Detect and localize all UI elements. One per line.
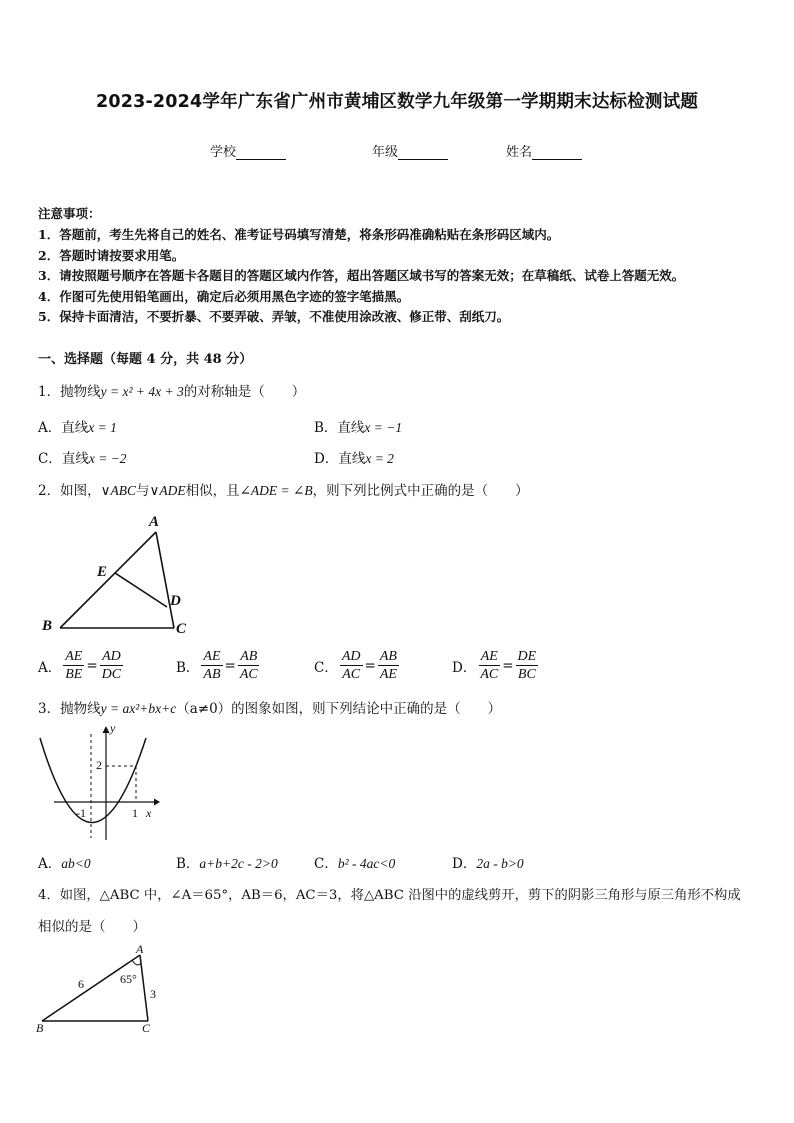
q1-prefix: 1．抛物线 bbox=[38, 384, 101, 400]
x-axis-arrow bbox=[154, 799, 160, 806]
q2-triangle-ade: ∨ADE bbox=[149, 483, 186, 498]
q1-expr: y = x² + 4x + 3 bbox=[100, 384, 184, 399]
q1-option-label: D．直线 bbox=[314, 451, 366, 467]
fraction bbox=[340, 648, 363, 683]
q3-option-label: D． bbox=[452, 856, 477, 872]
fraction bbox=[100, 648, 123, 683]
q3-option-a bbox=[38, 852, 91, 872]
q1-option-c bbox=[38, 447, 127, 467]
q3-condition: （a≠0） bbox=[176, 701, 232, 717]
numerator: AE bbox=[65, 649, 83, 664]
label-b: B bbox=[42, 618, 53, 634]
q2-option-label: D． bbox=[452, 659, 477, 676]
note-item: 2．答题时请按要求用笔。 bbox=[38, 248, 185, 263]
y-axis-arrow bbox=[103, 726, 110, 733]
denominator: BE bbox=[65, 667, 83, 682]
name-field bbox=[506, 141, 582, 160]
y-axis-label: y bbox=[110, 722, 116, 735]
q2-mid: 与 bbox=[135, 483, 150, 499]
note-item: 3．请按照题号顺序在答题卡各题目的答题区域内作答，超出答题区域书写的答案无效；在草稿纸、试卷上答题无效。 bbox=[38, 268, 685, 283]
q3-prefix: 3．抛物线 bbox=[38, 701, 101, 717]
numerator: AD bbox=[341, 649, 361, 664]
q1-option-math: x = 2 bbox=[365, 451, 394, 466]
label-e: E bbox=[97, 564, 108, 580]
q2-option-label: A． bbox=[38, 659, 62, 676]
q3-option-math: 2a - b>0 bbox=[476, 856, 524, 871]
denominator: AB bbox=[203, 667, 221, 682]
page-title: 2023-2024学年广东省广州市黄埔区数学九年级第一学期期末达标检测试题 bbox=[95, 92, 699, 112]
label-ac-length: 3 bbox=[150, 987, 156, 1001]
q3-option-label: B． bbox=[176, 856, 200, 872]
numerator: AE bbox=[480, 649, 498, 664]
label-d: D bbox=[170, 593, 181, 609]
angle-arc bbox=[132, 960, 141, 965]
numerator: AB bbox=[240, 649, 258, 664]
side-ac bbox=[140, 955, 148, 1021]
numerator: AE bbox=[203, 649, 221, 664]
numerator: DE bbox=[517, 649, 537, 664]
fraction bbox=[238, 648, 260, 683]
school-field bbox=[210, 141, 286, 160]
side-ac bbox=[156, 532, 174, 628]
grade-blank bbox=[398, 147, 448, 160]
tick-2: 2 bbox=[96, 758, 102, 772]
notes-title: 注意事项： bbox=[38, 206, 101, 221]
side-ab bbox=[60, 532, 156, 628]
q3-parabola-figure bbox=[36, 722, 160, 844]
q3-option-label: C． bbox=[314, 856, 338, 872]
label-ab-length: 6 bbox=[78, 977, 84, 991]
denominator: BC bbox=[517, 667, 536, 682]
numerator: AB bbox=[379, 649, 397, 664]
name-label: 姓名 bbox=[506, 145, 533, 160]
note-item: 5．保持卡面清洁，不要折暴、不要弄破、弄皱，不准使用涂改液、修正带、刮纸刀。 bbox=[38, 309, 510, 324]
question-2 bbox=[38, 479, 529, 499]
question-3 bbox=[38, 697, 501, 717]
label-a: A bbox=[136, 942, 144, 956]
school-blank bbox=[236, 147, 286, 160]
side-ab bbox=[42, 955, 140, 1021]
q1-option-label: A．直线 bbox=[38, 420, 89, 436]
label-b: B bbox=[36, 1021, 44, 1035]
q1-suffix: 的对称轴是（ ） bbox=[183, 384, 306, 400]
q2-suffix: ，则下列比例式中正确的是（ ） bbox=[312, 483, 529, 499]
q3-expr: y = ax²+bx+c bbox=[100, 701, 177, 716]
q1-option-label: B．直线 bbox=[314, 420, 365, 436]
q1-option-d bbox=[314, 447, 394, 467]
label-c: C bbox=[142, 1021, 151, 1035]
segment-de bbox=[115, 573, 167, 607]
q3-option-math: b² - 4ac<0 bbox=[337, 856, 396, 871]
q2-triangle-figure bbox=[36, 512, 196, 637]
question-1 bbox=[38, 380, 305, 400]
note-item: 1．答题前，考生先将自己的姓名、准考证号码填写清楚，将条形码准确粘贴在条形码区域内。 bbox=[38, 227, 560, 242]
q1-option-b bbox=[314, 416, 402, 436]
question-4-line-1: 4．如图，△ABC 中，∠A＝65°，AB＝6，AC＝3，将△ABC 沿图中的虚线剪开，剪下的阴影三角形与原三角形不构成 bbox=[38, 888, 741, 903]
tick-neg1: -1 bbox=[76, 806, 86, 820]
q2-option-a: A． $\frac{AE}{BE}$ = $\frac{AD}{DC}$ bbox=[38, 649, 122, 682]
q2-condition: ∠ADE = ∠B bbox=[239, 483, 313, 498]
q3-option-label: A． bbox=[38, 856, 62, 872]
parabola-curve bbox=[40, 738, 146, 823]
q3-option-b bbox=[176, 852, 278, 872]
q1-option-a bbox=[38, 416, 117, 436]
denominator: AC bbox=[480, 667, 499, 682]
question-4-line-2: 相似的是（ ） bbox=[38, 919, 146, 935]
denominator: AC bbox=[342, 667, 361, 682]
q2-mid2: 相似，且 bbox=[185, 483, 240, 499]
section-title: 一、选择题（每题 4 分，共 48 分） bbox=[38, 352, 253, 367]
fraction bbox=[63, 648, 84, 683]
q4-triangle-figure bbox=[34, 942, 164, 1037]
q2-option-label: B． bbox=[176, 659, 200, 676]
q1-option-math: x = −2 bbox=[88, 451, 127, 466]
x-axis-label: x bbox=[146, 806, 152, 820]
denominator: DC bbox=[101, 667, 122, 682]
q2-option-label: C． bbox=[314, 659, 338, 676]
grade-field bbox=[372, 141, 448, 160]
q1-option-math: x = −1 bbox=[364, 420, 403, 435]
q3-option-c bbox=[314, 852, 395, 872]
q3-option-math: a+b+2c - 2>0 bbox=[199, 856, 278, 871]
fraction bbox=[201, 648, 222, 683]
fraction bbox=[378, 648, 399, 683]
grade-label: 年级 bbox=[372, 145, 399, 160]
q2-option-c: C． $\frac{AD}{AC}$ = $\frac{AB}{AE}$ bbox=[314, 649, 397, 682]
fraction bbox=[516, 648, 539, 683]
tick-1: 1 bbox=[132, 806, 138, 820]
label-c: C bbox=[176, 621, 187, 637]
note-item: 4．作图可先使用铅笔画出，确定后必须用黑色字迹的签字笔描黑。 bbox=[38, 289, 410, 304]
fraction bbox=[478, 648, 500, 683]
denominator: AE bbox=[379, 667, 397, 682]
q2-option-d: D． $\frac{AE}{AC}$ = $\frac{DE}{BC}$ bbox=[452, 649, 537, 682]
denominator: AC bbox=[239, 667, 258, 682]
q1-option-math: x = 1 bbox=[88, 420, 117, 435]
q2-option-b: B． $\frac{AE}{AB}$ = $\frac{AB}{AC}$ bbox=[176, 649, 258, 682]
numerator: AD bbox=[102, 649, 121, 664]
q1-option-label: C．直线 bbox=[38, 451, 89, 467]
q3-option-math: ab<0 bbox=[61, 856, 91, 871]
label-angle-a: 65° bbox=[120, 972, 137, 986]
q2-prefix: 2．如图， bbox=[38, 483, 101, 499]
q3-option-d bbox=[452, 852, 524, 872]
label-a: A bbox=[149, 514, 160, 530]
name-blank bbox=[532, 147, 582, 160]
q3-suffix: 的图象如图，则下列结论中正确的是（ ） bbox=[231, 701, 502, 717]
school-label: 学校 bbox=[210, 145, 237, 160]
q2-triangle-abc: ∨ABC bbox=[100, 483, 136, 498]
